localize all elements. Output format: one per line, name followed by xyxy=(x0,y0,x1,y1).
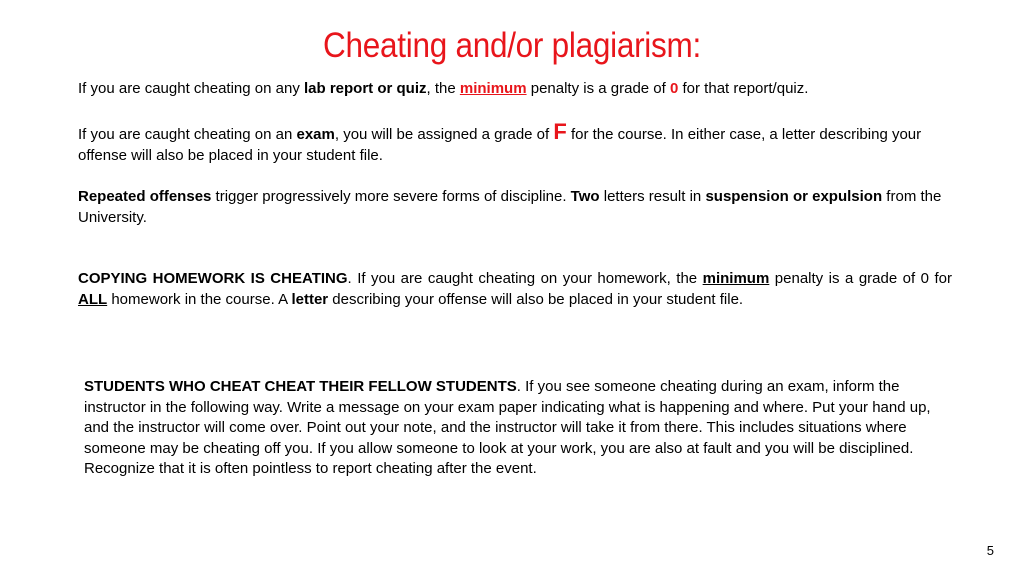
slide-title: Cheating and/or plagiarism: xyxy=(323,26,701,65)
text: homework in the course. A xyxy=(107,290,292,308)
bold-text: Two xyxy=(570,188,600,205)
page-number: 5 xyxy=(986,543,994,558)
paragraph-fellow-students xyxy=(84,377,954,480)
text: describing your offense will also be placed in your student file. xyxy=(328,290,744,308)
text: , the xyxy=(426,80,460,97)
bold-text: suspension or expulsion xyxy=(705,188,883,205)
text: trigger progressively more severe forms of discipline. xyxy=(211,188,571,205)
bold-text: Repeated offenses xyxy=(78,188,212,205)
text: . If you are caught cheating on your homework, the xyxy=(347,270,703,287)
paragraph-homework xyxy=(78,269,952,310)
paragraph-repeated-offenses xyxy=(78,187,958,228)
text: letters result in xyxy=(599,188,706,205)
emphasis-grade-f: F xyxy=(553,119,567,144)
text: for the course. In either case, a letter describing your offense will also be placed in your student file. xyxy=(78,126,922,164)
text: for that report/quiz. xyxy=(678,80,809,97)
emphasis-all: ALL xyxy=(78,290,108,308)
bold-text: lab report or quiz xyxy=(304,80,427,97)
paragraph-lab-quiz xyxy=(78,79,958,100)
emphasis-minimum: minimum xyxy=(459,80,527,97)
text: penalty is a grade of 0 for xyxy=(769,270,953,287)
text: If you are caught cheating on any xyxy=(78,80,304,97)
bold-text: STUDENTS WHO CHEAT CHEAT THEIR FELLOW STUDENTS xyxy=(84,378,517,395)
bold-text: COPYING HOMEWORK IS CHEATING xyxy=(78,270,348,287)
bold-text: exam xyxy=(296,126,335,143)
bold-text: letter xyxy=(291,290,329,308)
emphasis-zero: 0 xyxy=(670,80,679,97)
text: penalty is a grade of xyxy=(526,80,670,97)
paragraph-exam xyxy=(78,119,958,166)
text: , you will be assigned a grade of xyxy=(334,126,554,143)
text: If you are caught cheating on an xyxy=(78,126,297,143)
text: . If you see someone cheating during an exam, inform the instructor in the following way. Write a message on your exam paper indicating what is happening and where. Put your hand up, and the instructor will come over. Point out your note, and the instructor will take it from there. This includes situations where someone may be cheating off you. If you allow someone to look at your work, you are also at fault and you will be disciplined. Recognize that it is often pointless to report cheating after the event. xyxy=(84,378,931,477)
emphasis-minimum: minimum xyxy=(702,270,770,287)
text: from the University. xyxy=(78,188,942,226)
